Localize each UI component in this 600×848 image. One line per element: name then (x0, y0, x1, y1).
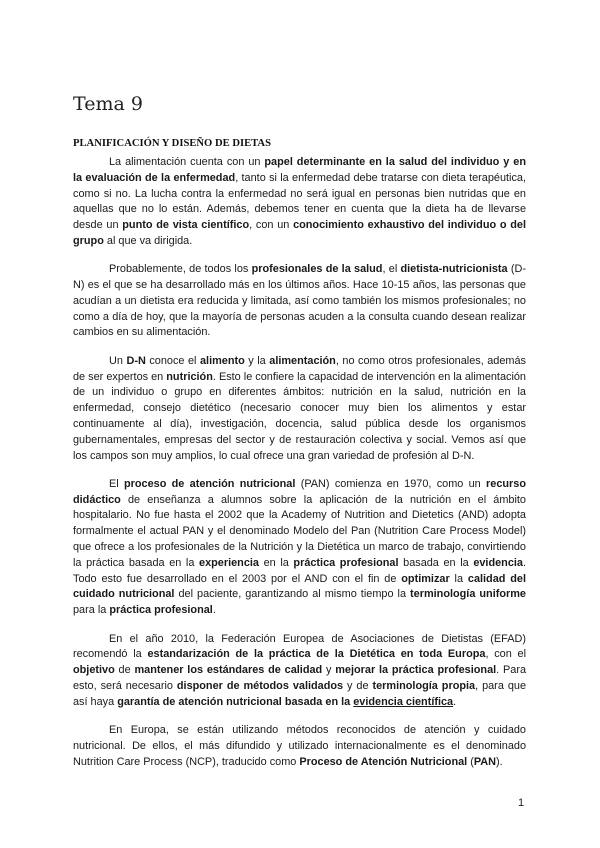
bold-text: nutrición (166, 370, 213, 383)
bold-text: calidad del cuidado nutricional (73, 572, 527, 601)
text-run: (D-N) es el que se ha desarrollado más en los últimos años. Hace 10-15 años, las personas que acudían a un dietista era reducida y limitada, así como también los mismos profesionales; no como a día de hoy, que la mayoría de personas acuden a la consulta cuando desean realizar cambios en su alimentación. (73, 263, 526, 339)
bold-text: mejorar la práctica profesional (335, 664, 497, 677)
bold-text: recurso didáctico (73, 477, 526, 506)
text-run: de enseñanza a alumnos sobre la aplicación de la nutrición en el ámbito hospitalario. No fue hasta el 2002 que la Academy of Nutrition and Dietetics (AND) adopta formalmente el actual PAN y el denominado Modelo del Pan (Nutrition Care Process Model) que ofrece a los profesionales de la Nutrición y la Dietética un marco de trabajo, convirtiendo la práctica basada en la (73, 493, 526, 569)
bold-text: conocimiento exhaustivo del individuo o del grupo (73, 219, 527, 247)
bold-text: terminología uniforme (410, 588, 526, 601)
bold-text: PAN (473, 755, 497, 768)
bold-text: dietista-nutricionista (400, 263, 508, 276)
paragraph (73, 354, 526, 465)
text-run: ( (467, 755, 474, 768)
document-body (73, 155, 526, 783)
text-run: , con un (249, 219, 294, 232)
text-run: al que va dirigida. (103, 234, 193, 247)
bold-text: objetivo (73, 664, 115, 677)
bold-text: evidencia científica (353, 695, 454, 708)
text-run: de (114, 664, 135, 677)
text-run: La alimentación cuenta con un (109, 156, 265, 168)
text-run: . Esto le confiere la capacidad de intervención en la alimentación de un individuo o grupo en diferentes ámbitos: nutrición en la salud, nutrición en la enfermedad, consejo dietético (necesario conocer muy bien los alimentos y estar continuamente al día), investigación, docencia, salud pública desde los organismos gubernamentales, empresas del sector y de restauración colectiva y social. Vemos así que los campos son muy amplios, lo cual ofrece una gran variedad de profesión al D-N. (73, 370, 526, 462)
text-run: la (449, 572, 468, 585)
bold-text: alimentación (269, 354, 336, 367)
paragraph (73, 477, 526, 619)
text-run: . Para esto, será necesario (73, 664, 527, 692)
bold-text: práctica profesional (109, 604, 213, 617)
text-run: para la (73, 604, 110, 617)
text-run: . (453, 695, 457, 708)
paragraph (73, 723, 526, 770)
bold-text: profesionales de la salud (251, 263, 383, 276)
text-run: En Europa, se están utilizando métodos reconocidos de atención y cuidado nutricional. De ellos, el más difundido y utilizado internacionalmente es el denominado Nutrition Care Process (NCP), traducido como (73, 724, 526, 768)
bold-text: estandarización de la práctica de la Dietética en toda Europa (147, 648, 486, 661)
text-run: basada en la (398, 556, 474, 569)
text-run: del paciente, garantizando al mismo tiempo la (174, 588, 411, 601)
bold-text: práctica profesional (293, 556, 399, 569)
bold-text: alimento (199, 354, 245, 367)
text-run: (PAN) comienza en 1970, como un (295, 477, 487, 490)
text-run: Probablemente, de todos los (109, 263, 252, 276)
text-run: , no como otros profesionales, además de ser expertos en (73, 354, 526, 383)
text-run: , el (382, 263, 401, 276)
page-title: Tema 9 (73, 93, 143, 115)
bold-text: optimizar (401, 572, 450, 585)
section-heading: PLANIFICACIÓN Y DISEÑO DE DIETAS (73, 138, 271, 149)
text-run: . (212, 604, 216, 617)
text-run: En el año 2010, la Federación Europea de Asociaciones de Dietistas (EFAD) recomendó la (73, 632, 526, 661)
bold-text: garantía de atención nutricional basada en la (117, 695, 354, 708)
text-run: conoce el (145, 354, 200, 367)
paragraph (73, 632, 526, 711)
text-run: . Todo esto fue desarrollado en el 2003 por el AND con el fin de (73, 556, 526, 585)
bold-text: punto de vista científico (122, 219, 250, 232)
page-number: 1 (518, 797, 525, 809)
bold-text: papel determinante en la salud del individuo y en la evaluación de la enfermedad (73, 156, 526, 184)
paragraph (73, 262, 526, 341)
text-run: El (109, 477, 124, 490)
bold-text: proceso de atención nutricional (123, 477, 296, 490)
text-run: , tanto si la enfermedad debe tratarse con dieta terapéutica, como si no. La lucha contra la enfermedad no será igual en personas bien nutridas que en aquellas que no lo están. Además, debemos tener en cuenta que la dieta ha de llevarse desde un (73, 171, 526, 232)
bold-text: disponer de métodos validados (176, 679, 344, 692)
bold-text: experiencia (199, 556, 259, 569)
bold-text: mantener los estándares de calidad (134, 664, 323, 677)
text-run: Un (109, 354, 127, 367)
text-run: en la (258, 556, 294, 569)
text-run: y de (343, 679, 373, 692)
text-run: , para que así haya (73, 679, 526, 708)
text-run: y la (244, 354, 270, 367)
paragraph (73, 155, 526, 250)
bold-text: terminología propia (372, 679, 476, 692)
bold-text: Proceso de Atención Nutricional (299, 755, 468, 768)
text-run: , con el (485, 648, 526, 661)
bold-text: D-N (126, 354, 146, 367)
text-run: y (322, 664, 336, 677)
text-run: ). (496, 755, 503, 768)
bold-text: evidencia (473, 556, 523, 569)
